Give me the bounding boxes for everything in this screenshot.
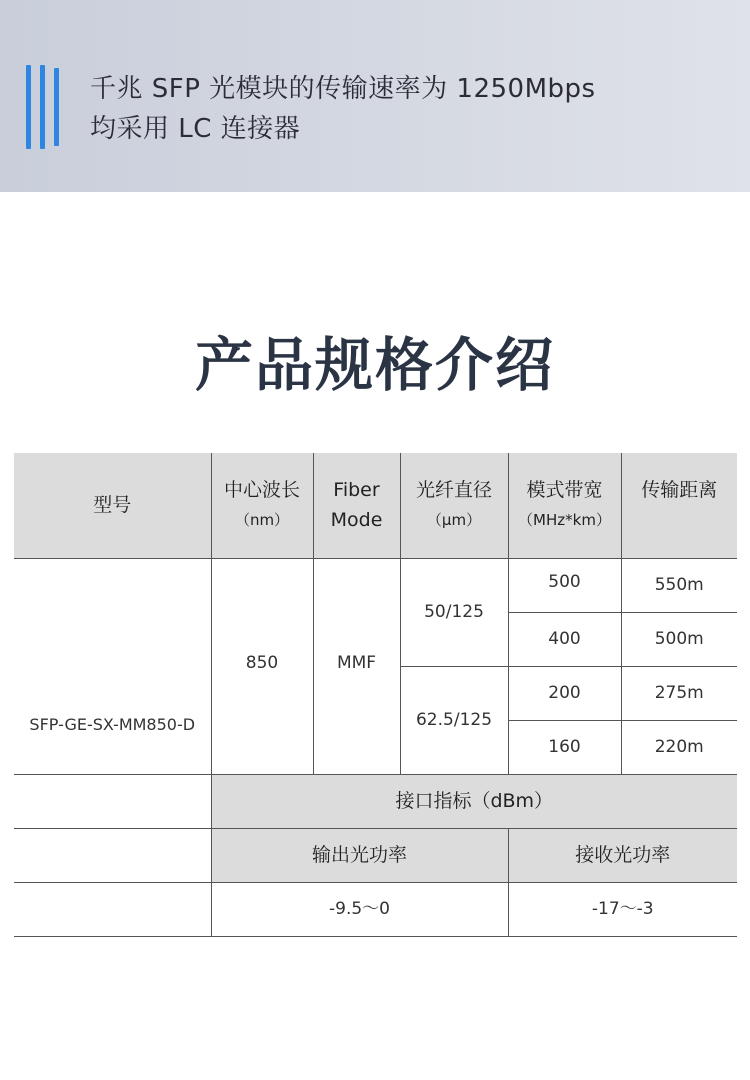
model-cell-continued xyxy=(14,774,211,828)
interface-title: 接口指标（dBm） xyxy=(211,774,737,828)
header-model: 型号 xyxy=(14,453,211,558)
fiber-diameter-cell: 62.5/125 xyxy=(400,666,508,774)
tx-power-label: 输出光功率 xyxy=(211,828,508,882)
bandwidth-cell: 160 xyxy=(508,720,621,774)
header-banner xyxy=(0,0,750,192)
banner-line-connector: 均采用 LC 连接器 xyxy=(90,114,301,144)
distance-cell: 220m xyxy=(621,720,737,774)
bandwidth-cell: 200 xyxy=(508,666,621,720)
fiber-diameter-cell: 50/125 xyxy=(400,558,508,666)
accent-bar xyxy=(40,65,45,149)
bandwidth-cell: 500 xyxy=(508,558,621,612)
header-distance: 传输距离 xyxy=(621,453,737,558)
accent-bar xyxy=(54,68,59,146)
model-cell-continued xyxy=(14,828,211,882)
rx-power-value: -17～-3 xyxy=(508,882,737,936)
table-header-row xyxy=(14,453,737,558)
power-header-row xyxy=(14,828,737,882)
header-wavelength: 中心波长 （nm） xyxy=(211,453,313,558)
wavelength-cell: 850 xyxy=(211,558,313,774)
rx-power-label: 接收光功率 xyxy=(508,828,737,882)
interface-title-row xyxy=(14,774,737,828)
tx-power-value: -9.5～0 xyxy=(211,882,508,936)
model-cell-continued xyxy=(14,882,211,936)
header-fiber-mode: Fiber Mode xyxy=(313,453,400,558)
header-fiber-diameter: 光纤直径 （µm） xyxy=(400,453,508,558)
header-bandwidth: 模式带宽 （MHz*km） xyxy=(508,453,621,558)
distance-cell: 550m xyxy=(621,558,737,612)
bandwidth-cell: 400 xyxy=(508,612,621,666)
distance-cell: 275m xyxy=(621,666,737,720)
fiber-mode-cell: MMF xyxy=(313,558,400,774)
banner-line-rate: 千兆 SFP 光模块的传输速率为 1250Mbps xyxy=(90,74,596,104)
distance-cell: 500m xyxy=(621,612,737,666)
accent-bar xyxy=(26,65,31,149)
table-row xyxy=(14,558,737,612)
power-value-row xyxy=(14,882,737,936)
model-cell: SFP-GE-SX-MM850-D xyxy=(14,558,211,774)
spec-table xyxy=(14,453,737,937)
accent-bars-icon xyxy=(26,65,66,149)
section-title: 产品规格介绍 xyxy=(194,331,555,399)
